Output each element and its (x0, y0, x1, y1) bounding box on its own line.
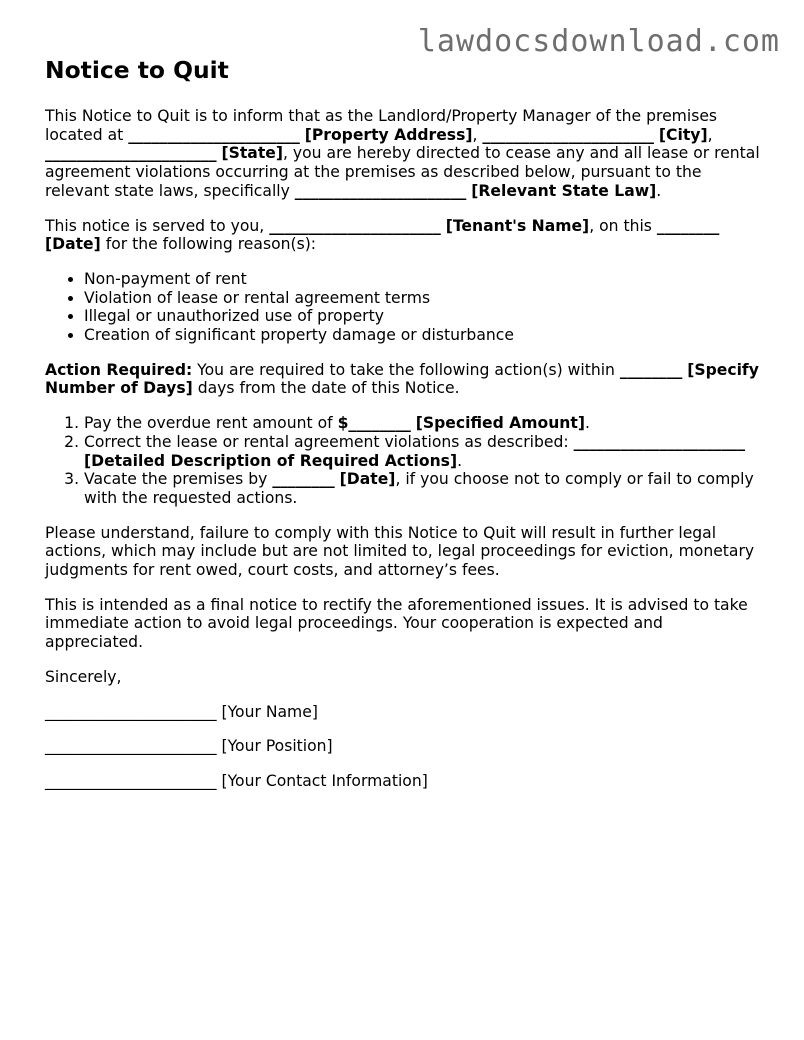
blank-state-law: ______________________ (294, 181, 467, 200)
blank-your-name: ______________________ (45, 702, 217, 721)
state-placeholder: [State] (221, 144, 283, 163)
blank-description: ______________________ (573, 432, 746, 451)
document-body (45, 56, 763, 807)
action-required-label: Action Required: (45, 360, 193, 379)
blank-served-date: ________ (656, 216, 720, 235)
reason-item: • Illegal or unauthorized use of property (84, 307, 763, 326)
action-item-pay-rent (84, 414, 763, 433)
your-contact-placeholder: [Your Contact Information] (221, 771, 428, 790)
your-position-placeholder: [Your Position] (221, 737, 333, 756)
failure-paragraph: Please understand, failure to comply with this Notice to Quit will result in further legal actions, which may include but are not limited to, legal proceedings for eviction, monetary judgments for rent owed, court costs, and attorney’s fees. (45, 523, 755, 580)
signature-line-contact (45, 772, 763, 791)
intro-text-3: , (707, 125, 713, 144)
amount-placeholder: [Specified Amount] (415, 414, 585, 433)
signature-line-position (45, 737, 763, 756)
action-text-1: You are required to take the following action(s) within (192, 360, 620, 379)
action-item-vacate (84, 470, 763, 507)
action-1-text-1: Pay the overdue rent amount of (84, 414, 338, 433)
action-2-text-1: Correct the lease or rental agreement violations as described: (84, 432, 574, 451)
city-placeholder: [City] (658, 125, 708, 144)
served-text-1: This notice is served to you, (45, 216, 270, 235)
served-date-placeholder: [Date] (45, 235, 101, 254)
closing: Sincerely, (45, 667, 122, 686)
description-placeholder: [Detailed Description of Required Actions] (84, 451, 458, 470)
action-2-text-2: . (457, 451, 463, 470)
blank-days: ________ (619, 360, 683, 379)
blank-state: ______________________ (45, 144, 217, 163)
served-text-3: for the following reason(s): (100, 235, 317, 254)
intro-text-5: . (656, 181, 662, 200)
blank-vacate-date: ________ (272, 470, 335, 489)
served-paragraph (45, 217, 763, 254)
final-notice-paragraph: This is intended as a final notice to rectify the aforementioned issues. It is advised to take immediate action to avoid legal proceedings. Your cooperation is expected and appreciated. (45, 595, 748, 652)
state-law-placeholder: [Relevant State Law] (471, 181, 657, 200)
action-item-correct-violations (84, 433, 763, 470)
document-title: Notice to Quit (45, 56, 229, 84)
tenant-name-placeholder: [Tenant's Name] (445, 216, 590, 235)
action-required-paragraph (45, 361, 763, 398)
blank-your-position: ______________________ (45, 737, 217, 756)
signature-line-name (45, 703, 763, 722)
reason-item: • Creation of significant property damage or disturbance (84, 326, 763, 345)
days-placeholder: [Specify Number of Days] (45, 360, 759, 398)
watermark: lawdocsdownload.com (417, 24, 780, 59)
your-name-placeholder: [Your Name] (221, 702, 318, 721)
intro-paragraph (45, 107, 763, 201)
action-text-2: days from the date of this Notice. (192, 379, 460, 398)
action-3-text-1: Vacate the premises by (84, 470, 273, 489)
property-address-placeholder: [Property Address] (304, 125, 473, 144)
blank-your-contact: ______________________ (45, 771, 217, 790)
served-text-2: , on this (589, 216, 657, 235)
reasons-list (45, 270, 763, 345)
reason-item: • Violation of lease or rental agreement terms (84, 289, 763, 308)
blank-tenant-name: ______________________ (269, 216, 441, 235)
blank-property-address: ______________________ (128, 125, 300, 144)
intro-text-4: , you are hereby directed to cease any and all lease or rental agreement violations occurring at the premises as described below, pursuant to the relevant state laws, specifically (45, 144, 760, 200)
blank-city: ______________________ (482, 125, 654, 144)
actions-list (45, 414, 763, 508)
action-1-text-2: . (585, 414, 590, 433)
vacate-date-placeholder: [Date] (339, 470, 396, 489)
blank-amount: $________ (337, 414, 411, 433)
reason-item: • Non-payment of rent (84, 270, 763, 289)
intro-text-2: , (472, 125, 483, 144)
intro-text-1: This Notice to Quit is to inform that as the Landlord/Property Manager of the premises located at (45, 107, 718, 144)
action-3-text-2: , if you choose not to comply or fail to comply with the requested actions. (84, 470, 754, 507)
